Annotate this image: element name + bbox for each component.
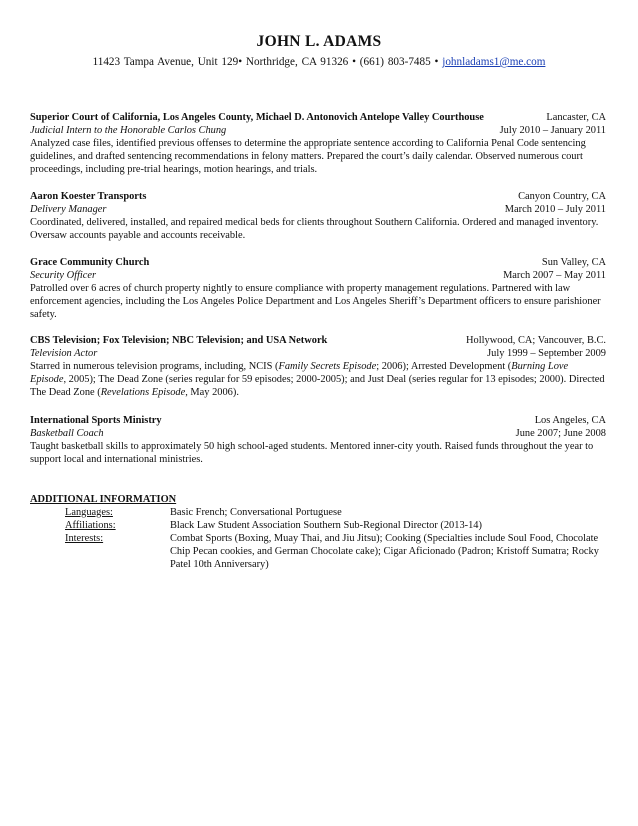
job-title: Basketball Coach	[30, 428, 104, 439]
job-title: Security Officer	[30, 270, 97, 281]
info-row-affiliations	[30, 519, 606, 532]
job-entry-transports	[30, 190, 606, 242]
job-dates: July 2010 – January 2011	[499, 125, 606, 136]
job-dates: June 2007; June 2008	[515, 428, 606, 439]
job-entry-court	[30, 111, 606, 176]
job-org: International Sports Ministry	[30, 415, 162, 426]
job-dates: March 2010 – July 2011	[504, 204, 606, 215]
job-title: Delivery Manager	[30, 204, 107, 215]
info-label: Languages:	[65, 507, 113, 518]
contact-address: 11423 Tampa Avenue, Unit 129• Northridge, CA 91326 • (661) 803-7485 •	[92, 56, 439, 68]
desc-text: , May 2006).	[185, 387, 239, 398]
additional-information	[30, 493, 606, 571]
info-value: Black Law Student Association Southern Sub-Regional Director (2013-14)	[170, 520, 482, 531]
job-dates: July 1999 – September 2009	[487, 348, 606, 359]
job-org: Superior Court of California, Los Angeles County, Michael D. Antonovich Antelope Valley Courthouse	[30, 112, 484, 123]
info-label: Affiliations:	[65, 520, 116, 531]
job-description: Patrolled over 6 acres of church property nightly to ensure compliance with property management regulations. Partnered with law enforcement agencies, including the Los Angeles Police Department and Los Angeles Sheriff’s Department officers to ensure parishioner safety.	[30, 283, 601, 320]
episode-title: Burning Love Episode	[30, 361, 569, 385]
desc-text: , 2005); The Dead Zone (series regular for 59 episodes; 2000-2005); and Just Deal (series regular for 13 episodes; 2000). Directed The Dead Zone (	[30, 374, 605, 398]
job-title: Judicial Intern to the Honorable Carlos Chung	[30, 125, 227, 136]
info-label: Interests:	[65, 533, 104, 544]
info-value: Basic French; Conversational Portuguese	[170, 507, 342, 518]
job-description: Taught basketball skills to approximately 50 high school-aged students. Mentored inner-city youth. Raised funds throughout the year to support local and international ministries.	[30, 441, 594, 465]
job-entry-church	[30, 256, 606, 321]
job-dates: March 2007 – May 2011	[503, 270, 606, 281]
job-location: Hollywood, CA; Vancouver, B.C.	[466, 335, 606, 346]
job-location: Canyon Country, CA	[518, 191, 606, 202]
candidate-name: JOHN L. ADAMS	[256, 33, 382, 50]
desc-text: ; 2006); Arrested Development (	[376, 361, 512, 372]
job-entry-sports-ministry	[30, 414, 606, 466]
desc-text: Starred in numerous television programs, including, NCIS (	[30, 361, 279, 372]
job-location: Los Angeles, CA	[534, 415, 606, 426]
job-org: Aaron Koester Transports	[30, 191, 147, 202]
info-row-interests	[30, 532, 606, 571]
info-row-languages	[30, 506, 606, 519]
job-location: Sun Valley, CA	[541, 257, 606, 268]
info-value: Combat Sports (Boxing, Muay Thai, and Jiu Jitsu); Cooking (Specialties include Soul Food, Chocolate Chip Pecan cookies, and German Chocolate cake); Cigar Aficionado (Padron; Kristoff Sumatra; Rocky Patel 10th Anniversary)	[170, 533, 599, 570]
episode-title: Family Secrets Episode	[278, 361, 377, 372]
job-description: Coordinated, delivered, installed, and repaired medical beds for clients throughout Southern California. Ordered and managed inventory. Oversaw accounts payable and accounts receivable.	[30, 217, 599, 241]
job-description	[30, 360, 606, 399]
job-org: Grace Community Church	[30, 257, 150, 268]
email-link[interactable]: johnladams1@me.com	[442, 56, 546, 68]
section-heading: ADDITIONAL INFORMATION	[30, 494, 177, 505]
job-org: CBS Television; Fox Television; NBC Television; and USA Network	[30, 335, 328, 346]
job-location: Lancaster, CA	[546, 112, 606, 123]
contact-line	[0, 56, 638, 68]
job-description: Analyzed case files, identified previous offenses to determine the appropriate sentence according to California Penal Code sentencing guidelines, and drafted sentencing recommendations in felony matters. Prepared the court’s daily calendar. Observed numerous court proceedings, including pre-trial hearings, motion hearings, and trials.	[30, 138, 586, 175]
job-title: Television Actor	[30, 348, 98, 359]
episode-title: Revelations Episode	[100, 387, 186, 398]
job-entry-television	[30, 334, 606, 399]
